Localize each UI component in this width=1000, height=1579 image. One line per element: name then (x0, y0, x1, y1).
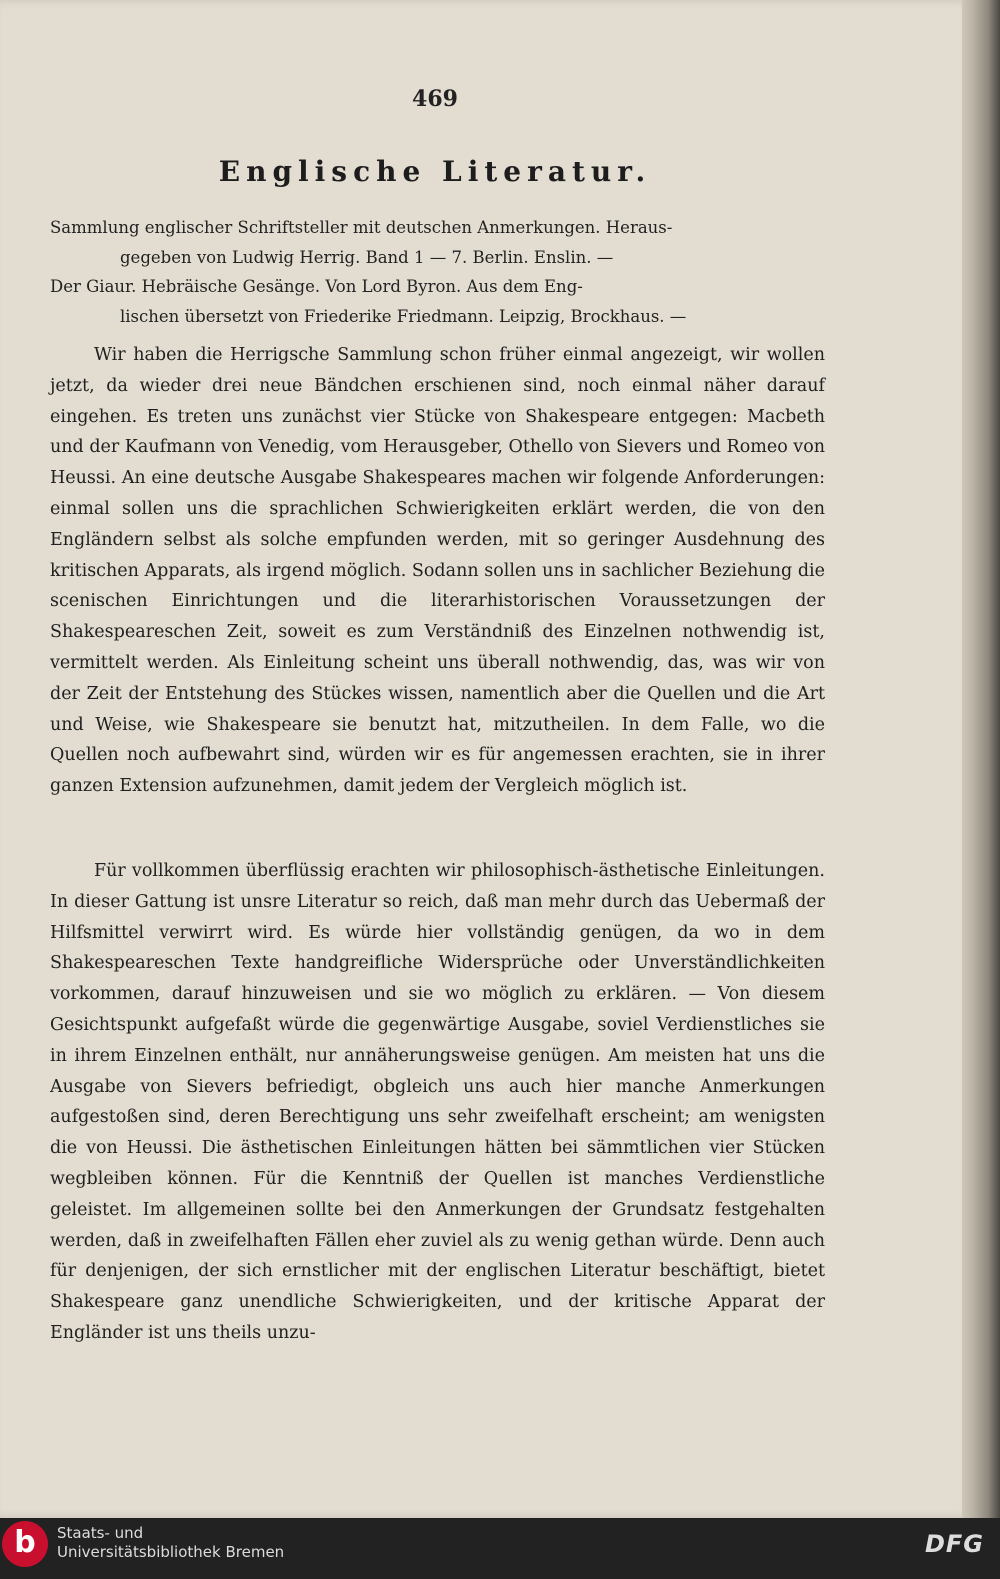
body-paragraph: Für vollkommen überflüssig erachten wir philosophisch-ästhetische Einleitungen. In dieser Gattung ist unsre Literatur so reich, daß man mehr durch das Uebermaß der Hilfsmittel verwirrt wird. Es würde hier vollständig genügen, da wo in dem Shakespeareschen Texte handgreifliche Widersprüche oder Unverständlichkeiten vorkommen, darauf hinzuweisen und sie wo möglich zu erklären. — Von diesem Gesichtspunkt aufgefaßt würde die gegenwärtige Ausgabe, soviel Verdienstliches sie in ihrem Einzelnen enthält, nur annäherungsweise genügen. Am meisten hat uns die Ausgabe von Sievers befriedigt, obgleich uns auch hier manche Anmerkungen aufgestoßen sind, deren Berechtigung uns sehr zweifelhaft erscheint; am wenigsten die von Heussi. Die ästhetischen Einleitungen hätten bei sämmtlichen vier Stücken wegbleiben können. Für die Kenntniß der Quellen ist manches Verdienstliche geleistet. Im allgemeinen sollte bei den Anmerkungen der Grundsatz festgehalten werden, daß in zweifelhaften Fällen eher zuviel als zu wenig gethan würde. Denn auch für denjenigen, der sich ernstlicher mit der englischen Literatur beschäftigt, bietet Shakespeare ganz unendliche Schwierigkeiten, und der kritische Apparat der Engländer ist uns theils unzu- (50, 861, 825, 1343)
bibliography-entry (50, 272, 822, 331)
library-name[interactable] (57, 1524, 284, 1562)
section-title: Englische Literatur. (218, 155, 652, 188)
dfg-logo[interactable]: DFG (924, 1530, 984, 1558)
footer-bar (0, 1518, 1000, 1579)
bibliography-entry (50, 213, 822, 272)
page-number: 469 (412, 86, 458, 112)
bibliography-line: Der Giaur. Hebräische Gesänge. Von Lord Byron. Aus dem Eng- (50, 277, 583, 296)
library-name-line: Staats- und (57, 1524, 144, 1542)
library-name-line: Universitätsbibliothek Bremen (57, 1543, 285, 1561)
bibliography-line: Sammlung englischer Schriftsteller mit deutschen Anmerkungen. Heraus- (50, 218, 673, 237)
bibliography-line: gegeben von Ludwig Herrig. Band 1 — 7. Berlin. Enslin. — (120, 247, 614, 267)
page-edge (962, 0, 1000, 1518)
body-paragraph: Wir haben die Herrigsche Sammlung schon früher einmal angezeigt, wir wollen jetzt, da wieder drei neue Bändchen erschienen sind, noch einmal näher darauf eingehen. Es treten uns zunächst vier Stücke von Shakespeare entgegen: Macbeth und der Kaufmann von Venedig, vom Herausgeber, Othello von Sievers und Romeo von Heussi. An eine deutsche Ausgabe Shakespeares machen wir folgende Anforderungen: einmal sollen uns die sprachlichen Schwierigkeiten erklärt werden, die von den Engländern selbst als solche empfunden werden, mit so geringer Ausdehnung des kritischen Apparats, als irgend möglich. Sodann sollen uns in sachlicher Beziehung die scenischen Einrichtungen und die literarhistorischen Voraussetzungen der Shakespeareschen Zeit, soweit es zum Verständniß des Einzelnen nothwendig ist, vermittelt werden. Als Einleitung scheint uns überall nothwendig, das, was wir von der Zeit der Entstehung des Stückes wissen, namentlich aber die Quellen und die Art und Weise, wie Shakespeare sie benutzt hat, mitzutheilen. In dem Falle, wo die Quellen noch aufbewahrt sind, würden wir es für angemessen erachten, sie in ihrer ganzen Extension aufzunehmen, damit jedem der Vergleich möglich ist. (50, 345, 825, 797)
bibliography-line: lischen übersetzt von Friederike Friedmann. Leipzig, Brockhaus. — (120, 306, 687, 326)
library-logo-icon[interactable]: b (2, 1521, 48, 1567)
